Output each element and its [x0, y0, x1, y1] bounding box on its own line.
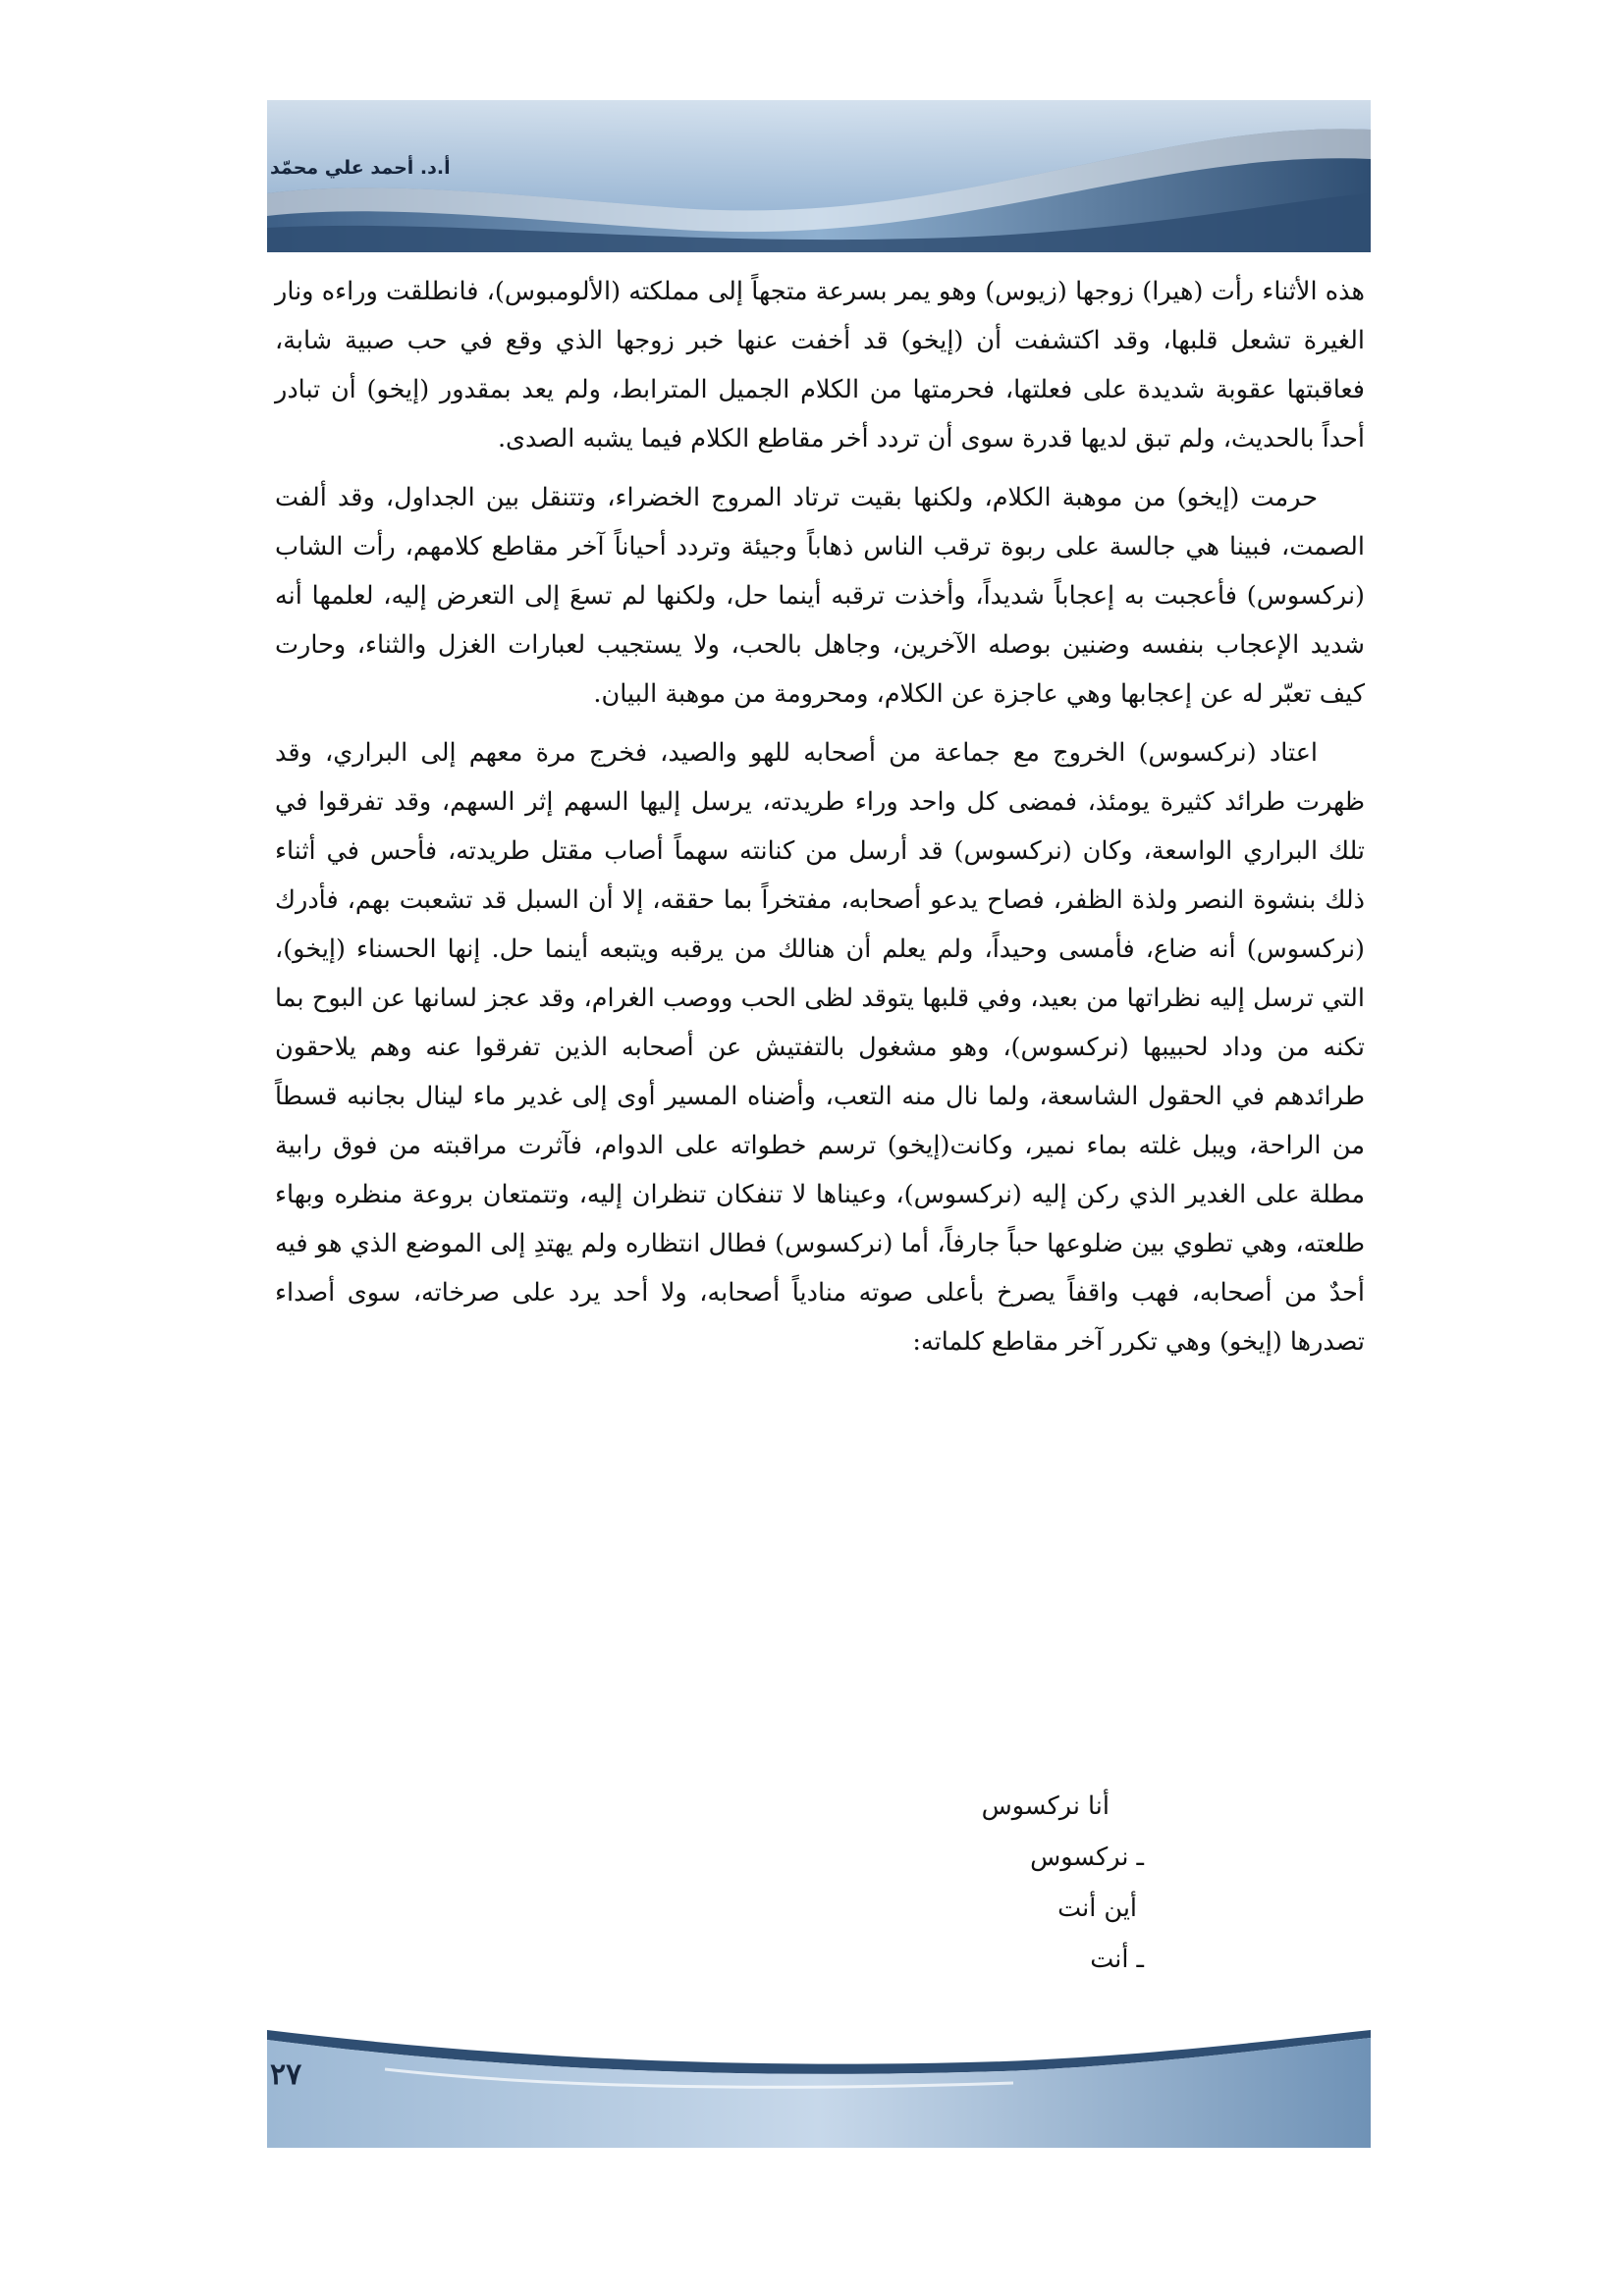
- footer-band: [267, 2030, 1371, 2148]
- paragraph-1: هذه الأثناء رأت (هيرا) زوجها (زيوس) وهو يمر بسرعة متجهاً إلى مملكته (الألومبوس)، فانطلقت وراءه ونار الغيرة تشعل قلبها، وقد اكتشفت أن (إيخو) قد أخفت عنها خبر زوجها الذي وقع في حب صبية شابة، فعاقبتها عقوبة شديدة على فعلتها، فحرمتها من الكلام الجميل المترابط، ولم يعد بمقدور (إيخو) أن تبادر أحداً بالحديث، ولم تبق لديها قدرة سوى أن تردد أخر مقاطع الكلام فيما يشبه الصدى.: [275, 277, 1365, 454]
- verse-line: أين أنت: [1057, 1894, 1137, 1923]
- body-text: [275, 267, 1365, 1376]
- paragraph-2: حرمت (إيخو) من موهبة الكلام، ولكنها بقيت ترتاد المروج الخضراء، وتتنقل بين الجداول، وقد ألفت الصمت، فبينا هي جالسة على ربوة ترقب الناس ذهاباً وجيئة وتردد أحياناً آخر مقاطع كلامهم، رأت الشاب (نركسوس) فأعجبت به إعجاباً شديداً، وأخذت ترقبه أينما حل، ولكنها لم تسعَ إلى التعرض إليه، لعلمها أنه شديد الإعجاب بنفسه وضنين بوصله الآخرين، وجاهل بالحب، ولا يستجيب لعبارات الغزل والثناء، وحارت كيف تعبّر له عن إعجابها وهي عاجزة عن الكلام، ومحرومة من موهبة البيان.: [275, 483, 1365, 709]
- verse-block: [275, 1781, 1365, 1985]
- paragraph-3: اعتاد (نركسوس) الخروج مع جماعة من أصحابه للهو والصيد، فخرج مرة معهم إلى البراري، وقد ظهرت طرائد كثيرة يومئذ، فمضى كل واحد وراء طريدته، يرسل إليها السهم إثر السهم، وقد تفرقوا في تلك البراري الواسعة، وكان (نركسوس) قد أرسل من كنانته سهماً أصاب مقتل طريدته، فأحس في أثناء ذلك بنشوة النصر ولذة الظفر، فصاح يدعو أصحابه، مفتخراً بما حققه، إلا أن السبل قد تشعبت بهم، فأدرك (نركسوس) أنه ضاع، فأمسى وحيداً، ولم يعلم أن هنالك من يرقبه ويتبعه أينما حل. إنها الحسناء (إيخو)، التي ترسل إليه نظراتها من بعيد، وفي قلبها يتوقد لظى الحب ووصب الغرام، وقد عجز لسانها عن البوح بما تكنه من وداد لحبيبها (نركسوس)، وهو مشغول بالتفتيش عن أصحابه الذين تفرقوا عنه وهم يلاحقون طرائدهم في الحقول الشاسعة، ولما نال منه التعب، وأضناه المسير أوى إلى غدير ماء لينال بجانبه قسطاً من الراحة، ويبل غلته بماء نمير، وكانت(إيخو) ترسم خطواته على الدوام، فآثرت مراقبته من فوق رابية مطلة على الغدير الذي ركن إليه (نركسوس)، وعيناها لا تنفكان تنظران إليه، وتتمتعان بروعة منظره وبهاء طلعته، وهي تطوي بين ضلوعها حباً جارفاً، أما (نركسوس) فطال انتظاره ولم يهتدِ إلى الموضع الذي هو فيه أحدٌ من أصحابه، فهب واقفاً يصرخ بأعلى صوته منادياً أصحابه، ولا أحد يرد على صرخاته، سوى أصداء تصدرها (إيخو) وهي تكرر آخر مقاطع كلماته:: [275, 738, 1365, 1357]
- author-name: أ.د. أحمد علي محمّد: [270, 157, 451, 179]
- verse-line: أنا نركسوس: [981, 1791, 1110, 1821]
- page-number: ٢٧: [270, 2057, 302, 2092]
- verse-line: ـ نركسوس: [1030, 1842, 1144, 1872]
- verse-line: ـ أنت: [1090, 1945, 1144, 1974]
